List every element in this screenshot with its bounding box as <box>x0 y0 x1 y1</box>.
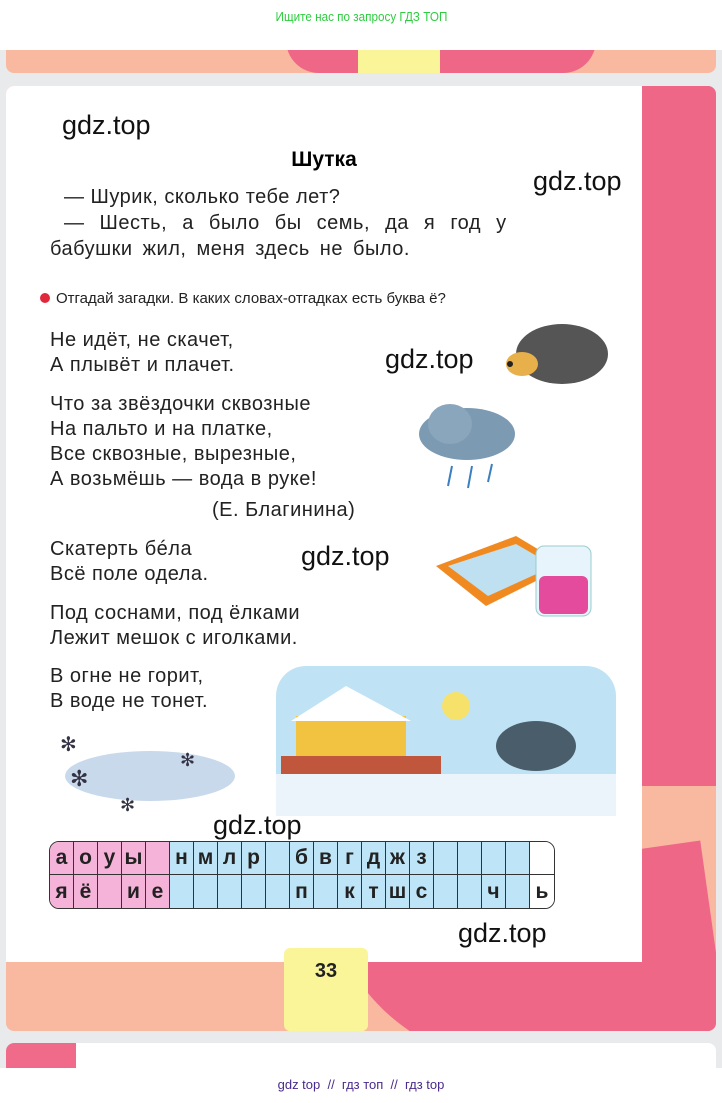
watermark: gdz.top <box>213 810 302 840</box>
letter-cell: ы <box>122 842 146 875</box>
letters-row <box>50 842 554 875</box>
search-banner <box>0 0 722 50</box>
svg-text:✻: ✻ <box>180 750 196 770</box>
ice-tray-and-glass-image <box>426 526 606 626</box>
letter-cell <box>506 842 530 875</box>
svg-text:✻: ✻ <box>70 766 89 791</box>
letter-cell: о <box>74 842 98 875</box>
joke-line: — Шесть, а было бы семь, да я год у <box>64 212 507 234</box>
riddle-line: Всё поле одела. <box>50 563 209 585</box>
letter-cell: ь <box>530 875 554 908</box>
letter-cell <box>98 875 122 908</box>
page-sheet <box>6 86 642 962</box>
letter-cell: ш <box>386 875 410 908</box>
letter-cell <box>482 842 506 875</box>
letters-row <box>50 875 554 908</box>
bullet-icon <box>40 293 50 303</box>
letter-cell: д <box>362 842 386 875</box>
letter-cell <box>434 842 458 875</box>
letter-cell: ё <box>74 875 98 908</box>
riddle-line: В огне не горит, <box>50 665 204 687</box>
page-number: 33 <box>284 948 368 1031</box>
riddle-line: Что за звёздочки сквозные <box>50 393 311 415</box>
letter-cell <box>530 842 554 875</box>
svg-text:✻: ✻ <box>120 795 136 815</box>
letter-cell: е <box>146 875 170 908</box>
letter-cell <box>434 875 458 908</box>
banner-text: Ищите нас по запросу ГДЗ ТОП <box>275 9 447 24</box>
joke-line: бабушки жил, меня здесь не было. <box>50 238 410 260</box>
letter-cell <box>242 875 266 908</box>
winter-landscape-image <box>276 666 616 816</box>
letter-cell: б <box>290 842 314 875</box>
letter-cell <box>506 875 530 908</box>
watermark: gdz.top <box>458 918 547 948</box>
footer <box>0 1068 722 1103</box>
joke-line: — Шурик, сколько тебе лет? <box>64 186 341 208</box>
letter-cell: к <box>338 875 362 908</box>
snowflakes-image <box>50 726 240 816</box>
letter-cell <box>194 875 218 908</box>
watermark: gdz.top <box>385 344 474 374</box>
page-title: Шутка <box>291 148 357 171</box>
riddle-line: А плывёт и плачет. <box>50 354 235 376</box>
riddle-line: А возьмёшь — вода в руке! <box>50 468 317 490</box>
letter-cell: г <box>338 842 362 875</box>
letter-cell: ч <box>482 875 506 908</box>
letter-cell: в <box>314 842 338 875</box>
letter-cell <box>266 875 290 908</box>
watermark: gdz.top <box>62 110 151 140</box>
riddle-line: Все сквозные, вырезные, <box>50 443 297 465</box>
letter-cell <box>218 875 242 908</box>
letter-cell <box>314 875 338 908</box>
letter-cell: у <box>98 842 122 875</box>
letter-cell <box>458 842 482 875</box>
letter-cell: з <box>410 842 434 875</box>
footer-text: gdz top // гдз топ // гдз top <box>277 1077 445 1092</box>
letter-cell: л <box>218 842 242 875</box>
letter-cell <box>266 842 290 875</box>
letter-cell: ж <box>386 842 410 875</box>
letter-cell <box>458 875 482 908</box>
hedgehog-image <box>502 318 612 388</box>
rain-cloud-image <box>412 396 522 496</box>
letter-cell <box>170 875 194 908</box>
letters-table <box>49 841 555 909</box>
svg-text:✻: ✻ <box>60 734 77 756</box>
riddle-line: В воде не тонет. <box>50 690 209 712</box>
letter-cell: м <box>194 842 218 875</box>
watermark: gdz.top <box>301 541 390 571</box>
letter-cell: п <box>290 875 314 908</box>
riddle-line: Лежит мешок с иголками. <box>50 627 298 649</box>
letter-cell: я <box>50 875 74 908</box>
letter-cell: и <box>122 875 146 908</box>
task-instruction: Отгадай загадки. В каких словах-отгадках есть буква ё? <box>40 290 446 307</box>
letter-cell: н <box>170 842 194 875</box>
riddle-author: (Е. Благинина) <box>212 499 356 521</box>
riddle-line: Под соснами, под ёлками <box>50 602 301 624</box>
letter-cell: с <box>410 875 434 908</box>
letter-cell: а <box>50 842 74 875</box>
letter-cell <box>146 842 170 875</box>
riddle-line: Не идёт, не скачет, <box>50 329 234 351</box>
riddle-line: Скатерть бéла <box>50 538 193 560</box>
watermark: gdz.top <box>533 166 622 196</box>
letter-cell: р <box>242 842 266 875</box>
riddle-line: На пальто и на платке, <box>50 418 273 440</box>
letter-cell: т <box>362 875 386 908</box>
